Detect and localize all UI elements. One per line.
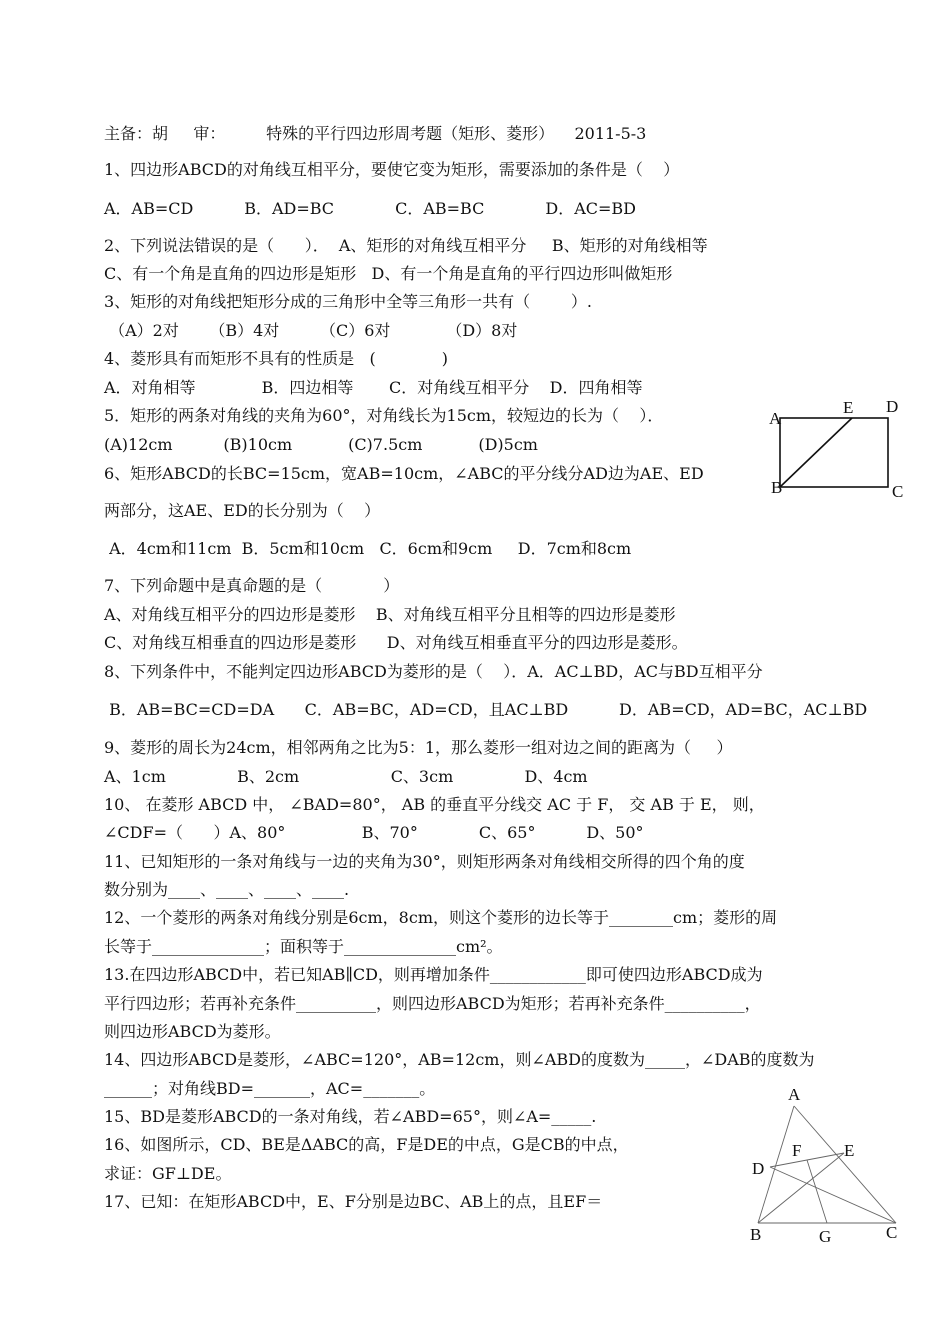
question-line: A、对角线互相平分的四边形是菱形 B、对角线互相平分且相等的四边形是菱形 — [104, 605, 676, 624]
question-line: 长等于______________；面积等于______________cm²。 — [104, 937, 503, 956]
label-e: E — [843, 398, 854, 417]
question-line: B．AB=BC=CD=DA C．AB=BC，AD=CD，且AC⊥BD D．AB=CD，AD=BC，AC⊥BD — [104, 700, 868, 719]
side-ac — [794, 1106, 896, 1223]
altitude-cd — [770, 1167, 896, 1223]
question-line: C、有一个角是直角的四边形是矩形 D、有一个角是直角的平行四边形叫做矩形 — [104, 264, 673, 283]
question-line: 平行四边形；若再补充条件__________，则四边形ABCD为矩形；若再补充条件__________， — [104, 994, 761, 1013]
question-line: (A)12cm (B)10cm (C)7.5cm (D)5cm — [104, 435, 538, 454]
question-line: 7、下列命题中是真命题的是（ ） — [104, 576, 400, 595]
label-g: G — [819, 1227, 832, 1242]
question-line: 1、四边形ABCD的对角线互相平分，要使它变为矩形，需要添加的条件是（ ） — [104, 160, 680, 179]
label-b: B — [750, 1225, 762, 1242]
label-a: A — [788, 1085, 801, 1104]
question-line: 求证：GF⊥DE。 — [104, 1164, 232, 1183]
question-line: ∠CDF=（ ）A、80° B、70° C、65° D、50° — [104, 823, 644, 842]
question-line: 2、下列说法错误的是（ ）． A、矩形的对角线互相平分 B、矩形的对角线相等 — [104, 236, 708, 255]
question-line: 8、下列条件中，不能判定四边形ABCD为菱形的是（ ）．A．AC⊥BD，AC与BD互相平分 — [104, 662, 763, 681]
label-f: F — [792, 1141, 802, 1160]
question-line: 两部分，这AE、ED的长分别为（ ） — [104, 501, 381, 520]
question-line: 4、菱形具有而矩形不具有的性质是 ( ) — [104, 349, 449, 368]
question-line: 16、如图所示，CD、BE是ΔABC的高，F是DE的中点，G是CB的中点， — [104, 1135, 629, 1154]
altitude-be — [758, 1153, 844, 1223]
segment-be — [780, 418, 852, 487]
question-line: 9、菱形的周长为24cm，相邻两角之比为5：1，那么菱形一组对边之间的距离为（ ） — [104, 738, 733, 757]
question-line: 17、已知：在矩形ABCD中，E、F分别是边BC、AB上的点，且EF＝ — [104, 1192, 603, 1211]
question-line: A、1cm B、2cm C、3cm D、4cm — [104, 767, 588, 786]
question-line: A．AB=CD B．AD=BC C．AB=BC D．AC=BD — [104, 199, 636, 218]
question-line: C、对角线互相垂直的四边形是菱形 D、对角线互相垂直平分的四边形是菱形。 — [104, 633, 688, 652]
question-line: 10、 在菱形 ABCD 中， ∠BAD=80°， AB 的垂直平分线交 AC 于 F， 交 AB 于 E， 则， — [104, 795, 765, 814]
question-line: 6、矩形ABCD的长BC=15cm，宽AB=10cm，∠ABC的平分线分AD边为AE、ED — [104, 464, 704, 483]
question-line: ______；对角线BD=_______，AC=_______。 — [104, 1079, 436, 1098]
label-d: D — [752, 1159, 765, 1178]
question-line: （A）2对 （B）4对 （C）6对 （D）8对 — [104, 321, 518, 340]
label-a: A — [769, 409, 782, 428]
question-line: 13.在四边形ABCD中，若已知AB∥CD，则再增加条件____________即可使四边形ABCD成为 — [104, 965, 763, 984]
header-line: 主备：胡 审： 特殊的平行四边形周考题（矩形、菱形） 2011-5-3 — [104, 124, 647, 143]
triangle-figure — [748, 1082, 908, 1242]
question-line: 11、已知矩形的一条对角线与一边的夹角为30°，则矩形两条对角线相交所得的四个角的度 — [104, 852, 745, 871]
label-d: D — [886, 397, 899, 416]
question-line: 数分别为____、____、____、____. — [104, 880, 350, 899]
question-line: 则四边形ABCD为菱形。 — [104, 1022, 281, 1041]
question-line: A．4cm和11cm B．5cm和10cm C．6cm和9cm D．7cm和8cm — [104, 539, 632, 558]
rectangle-abcd — [780, 418, 888, 487]
question-line: 3、矩形的对角线把矩形分成的三角形中全等三角形一共有（ ）. — [104, 292, 592, 311]
label-b: B — [771, 478, 783, 497]
label-c: C — [886, 1223, 898, 1242]
question-line: A．对角相等 B．四边相等 C．对角线互相平分 D．四角相等 — [104, 378, 643, 397]
question-line: 15、BD是菱形ABCD的一条对角线，若∠ABD=65°，则∠A=_____. — [104, 1107, 597, 1126]
rectangle-figure — [768, 392, 908, 502]
label-c: C — [892, 482, 904, 501]
label-e: E — [844, 1141, 855, 1160]
question-line: 5．矩形的两条对角线的夹角为60°，对角线长为15cm，较短边的长为（ ）． — [104, 406, 664, 425]
question-line: 14、四边形ABCD是菱形，∠ABC=120°，AB=12cm，则∠ABD的度数为_____，∠DAB的度数为 — [104, 1050, 815, 1069]
question-line: 12、一个菱形的两条对角线分别是6cm，8cm，则这个菱形的边长等于________cm；菱形的周 — [104, 908, 778, 927]
